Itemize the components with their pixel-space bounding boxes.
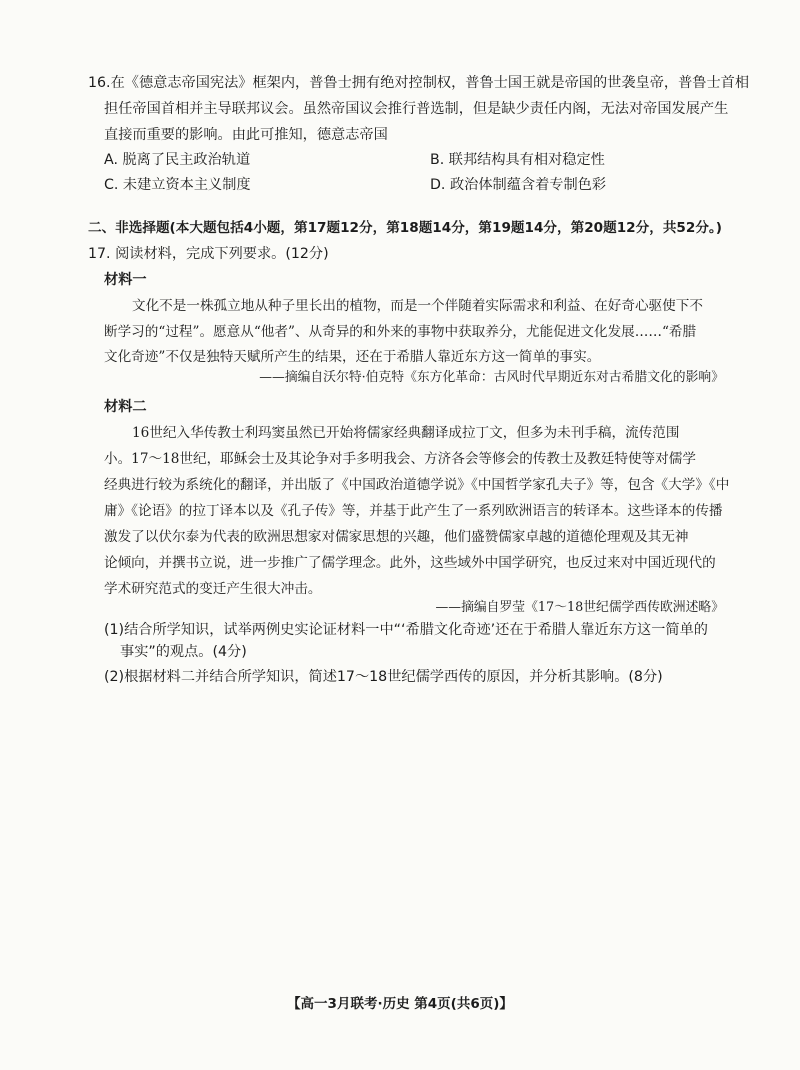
material-1-line-2: 断学习的“过程”。愿意从“他者”、从奇异的和外来的事物中获取养分，尤能促进文化发展……“希腊 xyxy=(104,324,697,340)
q17-sub1-line-2: 事实”的观点。(4分) xyxy=(120,644,247,660)
page-footer: 【高一3月联考·历史 第4页(共6页)】 xyxy=(287,996,513,1012)
q17-sub2: (2)根据材料二并结合所学知识，简述17～18世纪儒学西传的原因，并分析其影响。(8分) xyxy=(104,669,663,685)
section-2-heading: 二、非选择题(本大题包括4小题，第17题12分，第18题14分，第19题14分，第20题12分，共52分。) xyxy=(88,220,722,236)
material-2-line-2: 小。17～18世纪，耶稣会士及其论争对手多明我会、方济各会等修会的传教士及教廷特使等对儒学 xyxy=(104,451,696,467)
q17-sub1-line-1: (1)结合所学知识，试举两例史实论证材料一中“‘希腊文化奇迹’还在于希腊人靠近东方这一简单的 xyxy=(104,622,708,638)
material-2-line-3: 经典进行较为系统化的翻译，并出版了《中国政治道德学说》《中国哲学家孔夫子》等，包含《大学》《中 xyxy=(104,477,730,493)
material-2-line-4: 庸》《论语》的拉丁译本以及《孔子传》等，并基于此产生了一系列欧洲语言的转译本。这些译本的传播 xyxy=(104,503,723,519)
material-1-line-1: 文化不是一株孤立地从种子里长出的植物，而是一个伴随着实际需求和利益、在好奇心驱使下不 xyxy=(132,298,703,314)
material-1-line-3: 文化奇迹”不仅是独特天赋所产生的结果，还在于希腊人靠近东方这一简单的事实。 xyxy=(104,349,601,365)
q16-option-c[interactable]: C. 未建立资本主义制度 xyxy=(104,177,251,193)
q16-line-2: 担任帝国首相并主导联邦议会。虽然帝国议会推行普选制，但是缺少责任内阁，无法对帝国发展产生 xyxy=(104,101,729,117)
material-2-label: 材料二 xyxy=(104,399,147,415)
material-2-source: ——摘编自罗莹《17～18世纪儒学西传欧洲述略》 xyxy=(435,600,724,615)
material-2-line-5: 激发了以伏尔泰为代表的欧洲思想家对儒家思想的兴趣，他们盛赞儒家卓越的道德伦理观及其无神 xyxy=(104,529,689,545)
material-1-label: 材料一 xyxy=(104,272,147,288)
q16-line-1: 16.在《德意志帝国宪法》框架内，普鲁士拥有绝对控制权，普鲁士国王就是帝国的世袭皇帝，普鲁士首相 xyxy=(88,75,750,91)
material-1-source: ——摘编自沃尔特·伯克特《东方化革命：古风时代早期近东对古希腊文化的影响》 xyxy=(259,370,724,385)
q16-option-b[interactable]: B. 联邦结构具有相对稳定性 xyxy=(430,152,605,168)
q16-option-a[interactable]: A. 脱离了民主政治轨道 xyxy=(104,152,251,168)
material-2-line-7: 学术研究范式的变迁产生很大冲击。 xyxy=(104,581,322,597)
q16-option-d[interactable]: D. 政治体制蕴含着专制色彩 xyxy=(430,177,607,193)
material-2-line-6: 论倾向，并撰书立说，进一步推广了儒学理念。此外，这些域外中国学研究，也反过来对中国近现代的 xyxy=(104,555,716,571)
q16-line-3: 直接而重要的影响。由此可推知，德意志帝国 xyxy=(104,127,388,143)
q17-title: 17. 阅读材料，完成下列要求。(12分) xyxy=(88,246,329,262)
material-2-line-1: 16世纪入华传教士利玛窦虽然已开始将儒家经典翻译成拉丁文，但多为未刊手稿，流传范围 xyxy=(132,425,680,441)
